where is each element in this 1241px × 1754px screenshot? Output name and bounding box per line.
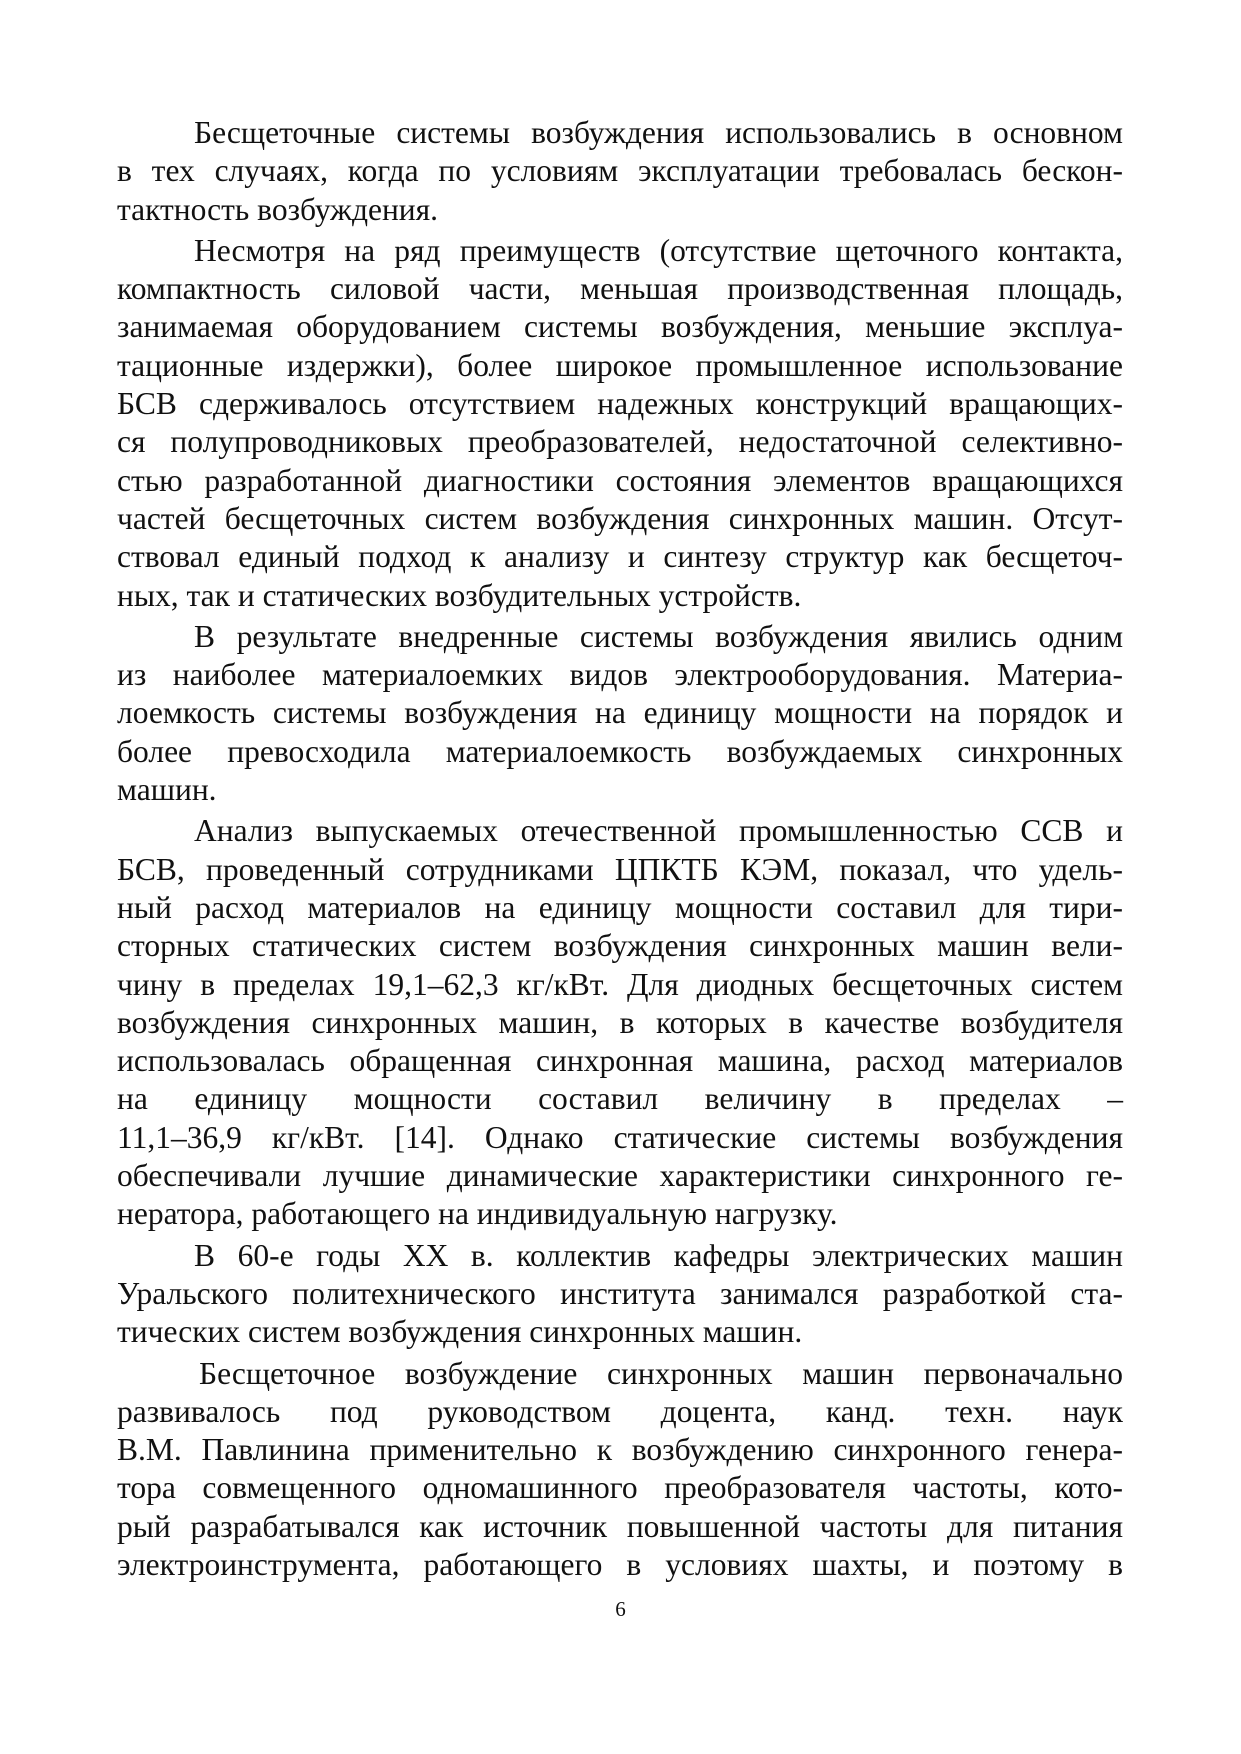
paragraph bbox=[117, 618, 1123, 809]
text-line: тационные издержки), более широкое промышленное использование bbox=[117, 347, 1123, 383]
text-line: ных, так и статических возбудительных устройств. bbox=[117, 577, 802, 613]
text-line: электроинструмента, работающего в условиях шахты, и поэтому в bbox=[117, 1546, 1123, 1582]
text-line: тора совмещенного одномашинного преобразователя частоты, кото- bbox=[117, 1470, 1123, 1506]
text-line: БСВ сдерживалось отсутствием надежных конструкций вращающих- bbox=[117, 386, 1123, 422]
text-line: 11,1–36,9 кг/кВт. [14]. Однако статические системы возбуждения bbox=[117, 1119, 1123, 1155]
text-line: ный расход материалов на единицу мощности составил для тири- bbox=[117, 889, 1123, 925]
text-line: чину в пределах 19,1–62,3 кг/кВт. Для диодных бесщеточных систем bbox=[117, 966, 1123, 1002]
text-line: развивалось под руководством доцента, канд. техн. наук bbox=[117, 1393, 1123, 1429]
text-line: машин. bbox=[117, 772, 217, 808]
text-line: БСВ, проведенный сотрудниками ЦПКТБ КЭМ, показал, что удель- bbox=[117, 851, 1123, 887]
text-line: из наиболее материалоемких видов электрооборудования. Материа- bbox=[117, 657, 1123, 693]
text-line: стью разработанной диагностики состояния элементов вращающихся bbox=[117, 462, 1123, 498]
text-line: рый разрабатывался как источник повышенной частоты для питания bbox=[117, 1508, 1123, 1544]
text-line: Анализ выпускаемых отечественной промышленностью ССВ и bbox=[194, 813, 1123, 849]
text-line: занимаемая оборудованием системы возбуждения, меньшие эксплуа- bbox=[117, 309, 1123, 345]
text-line: обеспечивали лучшие динамические характеристики синхронного ге- bbox=[117, 1158, 1123, 1194]
text-line: возбуждения синхронных машин, в которых в качестве возбудителя bbox=[117, 1004, 1123, 1040]
text-line: Несмотря на ряд преимуществ (отсутствие щеточного контакта, bbox=[194, 232, 1123, 268]
text-line: более превосходила материалоемкость возбуждаемых синхронных bbox=[117, 733, 1123, 769]
paragraph bbox=[117, 1237, 1123, 1352]
text-line: сторных статических систем возбуждения синхронных машин вели- bbox=[117, 928, 1123, 964]
text-line: в тех случаях, когда по условиям эксплуатации требовалась бескон- bbox=[117, 153, 1123, 189]
text-line: тактность возбуждения. bbox=[117, 191, 439, 227]
page-number: 6 bbox=[615, 1597, 626, 1621]
text-line: на единицу мощности составил величину в пределах – bbox=[117, 1081, 1123, 1117]
text-line: ствовал единый подход к анализу и синтезу структур как бесщеточ- bbox=[117, 539, 1123, 575]
text-line: В результате внедренные системы возбуждения явились одним bbox=[194, 618, 1123, 654]
paragraph bbox=[117, 232, 1123, 615]
text-line: В 60-е годы XX в. коллектив кафедры электрических машин bbox=[194, 1237, 1123, 1273]
text-line: ся полупроводниковых преобразователей, недостаточной селективно- bbox=[117, 424, 1123, 460]
text-line: Бесщеточные системы возбуждения использовались в основном bbox=[194, 115, 1123, 150]
paragraph bbox=[117, 812, 1123, 1233]
text-line: лоемкость системы возбуждения на единицу мощности на порядок и bbox=[117, 695, 1123, 731]
text-line: тических систем возбуждения синхронных машин. bbox=[117, 1314, 803, 1350]
text-line: компактность силовой части, меньшая производственная площадь, bbox=[117, 271, 1123, 307]
text-line: В.М. Павлинина применительно к возбуждению синхронного генера- bbox=[117, 1432, 1123, 1468]
document-page bbox=[117, 114, 1123, 1584]
text-line: частей бесщеточных систем возбуждения синхронных машин. Отсут- bbox=[117, 500, 1123, 536]
text-line: использовалась обращенная синхронная машина, расход материалов bbox=[117, 1043, 1123, 1079]
paragraph bbox=[117, 1355, 1123, 1585]
text-line: Уральского политехнического института занимался разработкой ста- bbox=[117, 1275, 1123, 1311]
paragraph bbox=[117, 114, 1123, 229]
text-line: нератора, работающего на индивидуальную нагрузку. bbox=[117, 1196, 838, 1232]
text-line: Бесщеточное возбуждение синхронных машин первоначально bbox=[199, 1355, 1123, 1391]
